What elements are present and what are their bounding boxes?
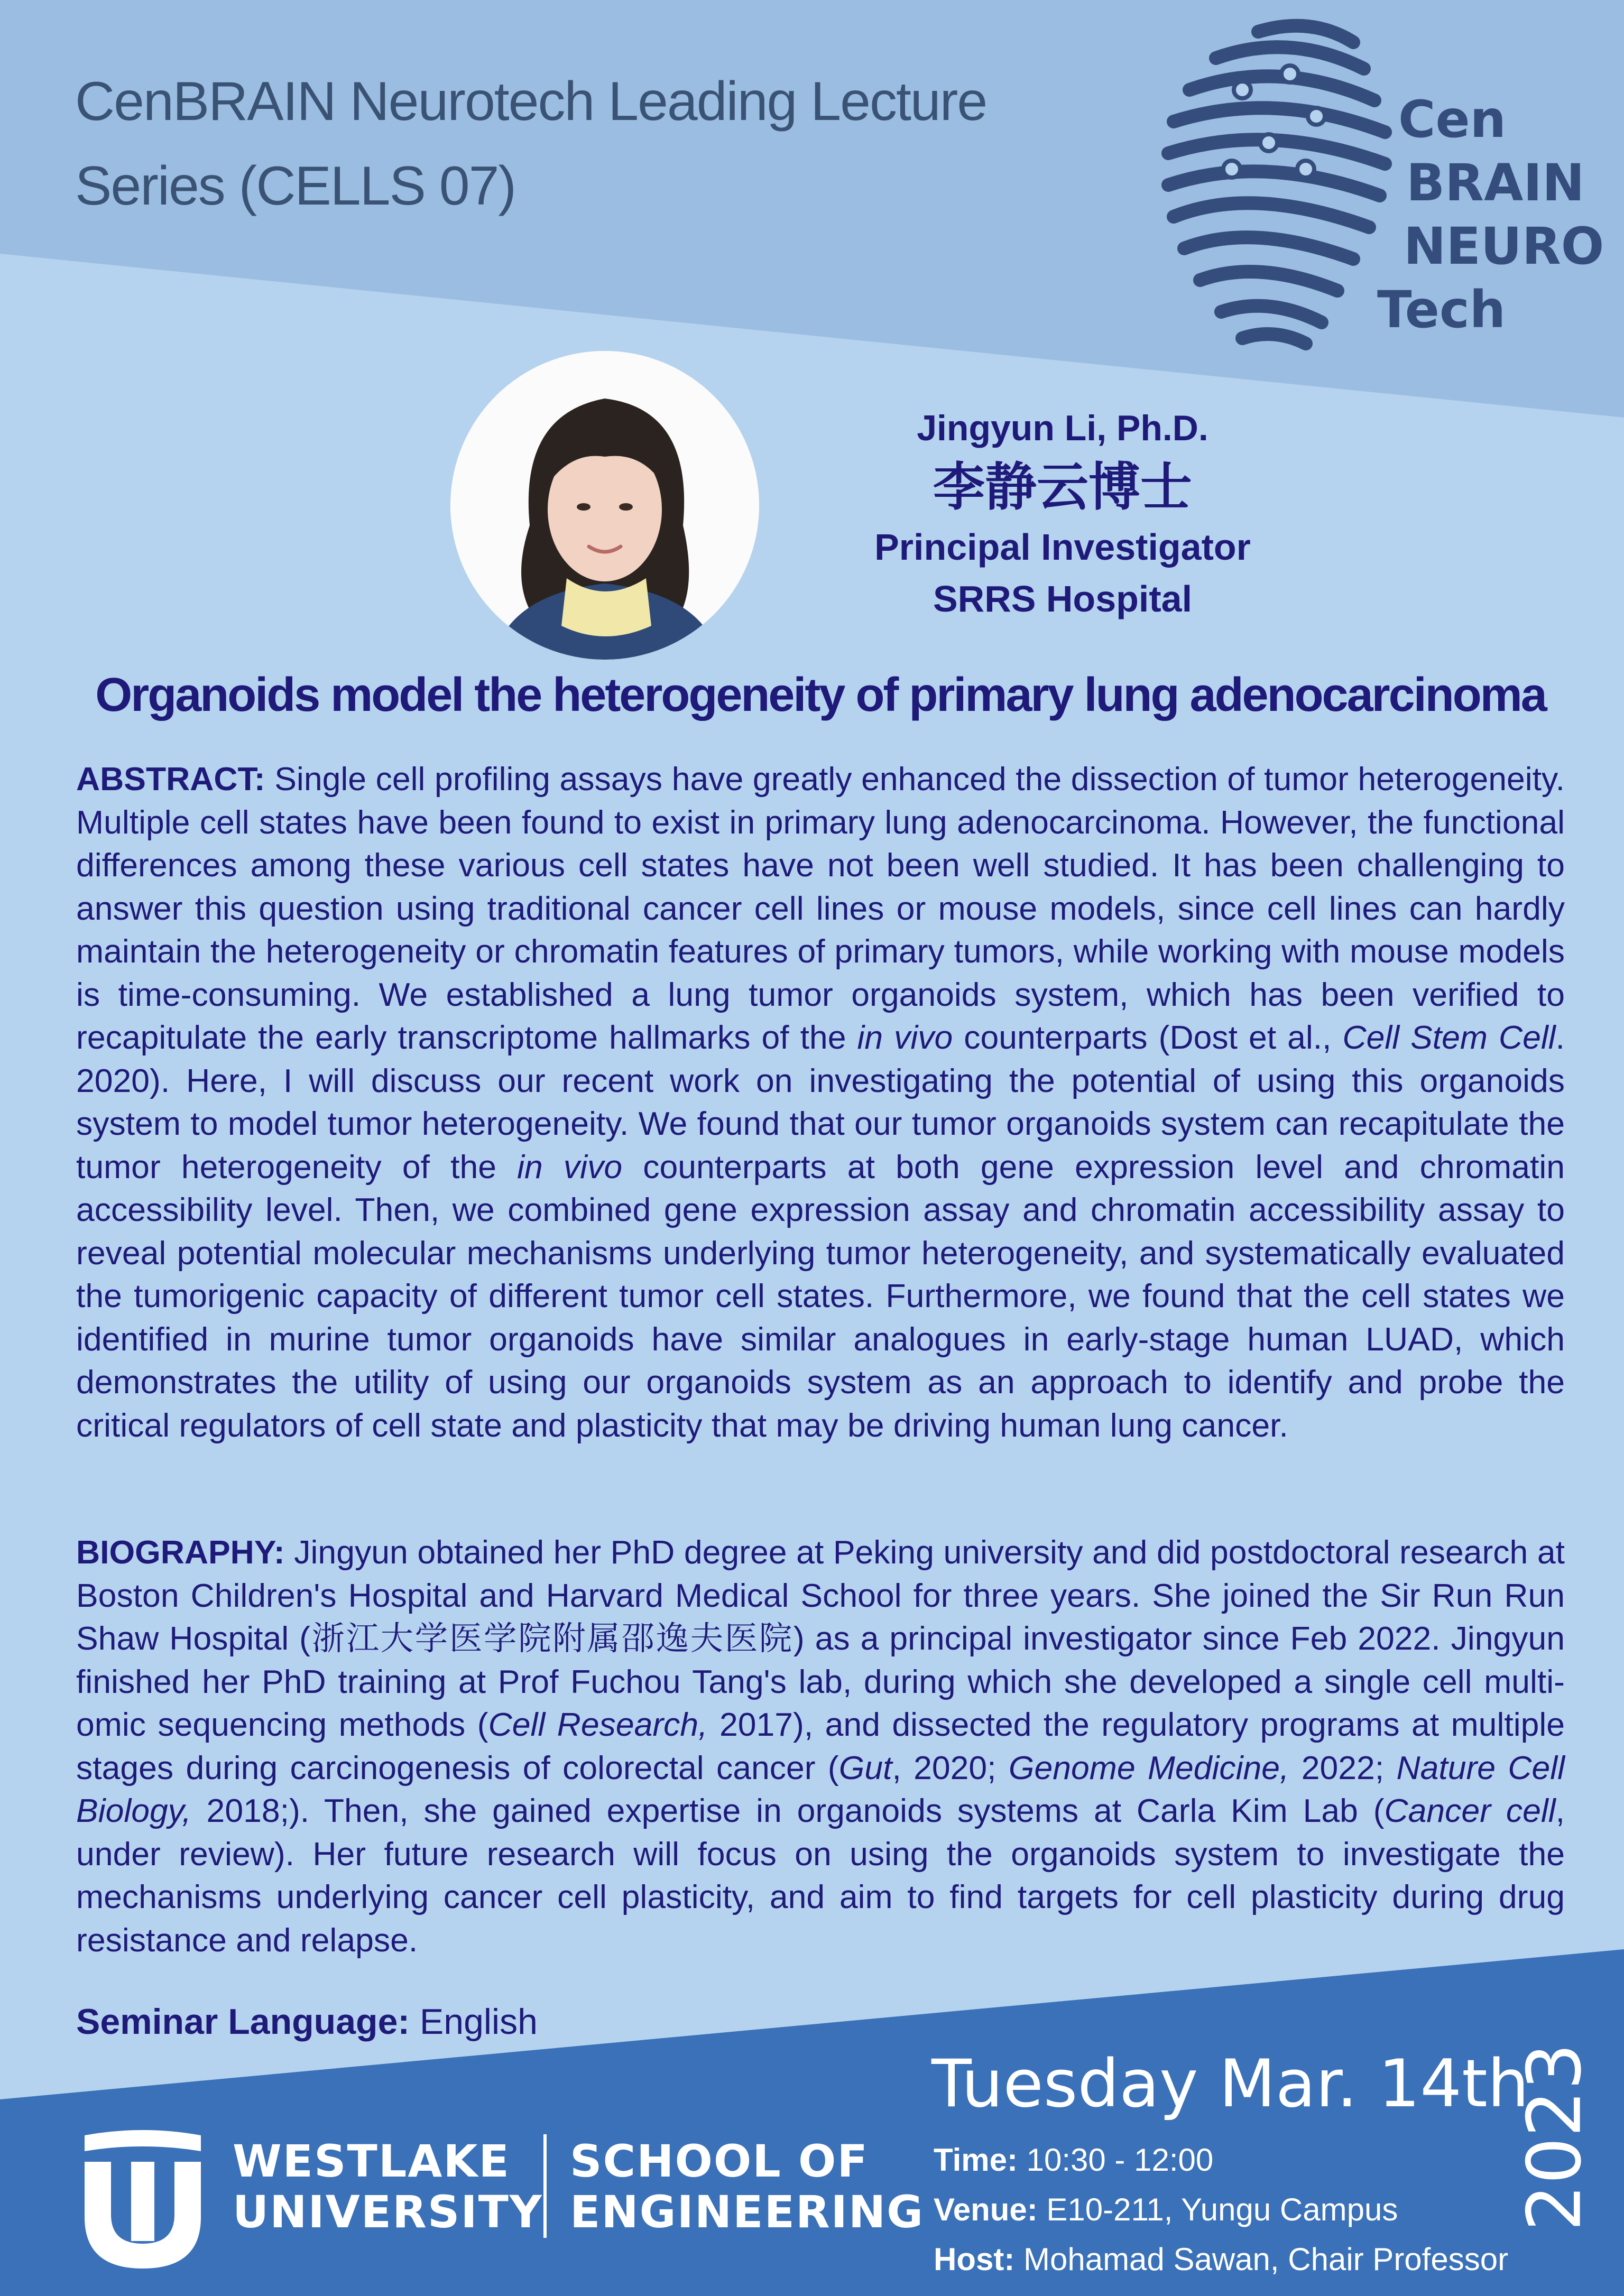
logo-text-brain: BRAIN (1406, 153, 1585, 212)
school-name-line-2: ENGINEERING (570, 2186, 925, 2238)
series-title (75, 59, 1106, 228)
school-name-line-1: SCHOOL OF (570, 2135, 869, 2187)
abstract-paragraph (76, 758, 1565, 1447)
abstract-text: counterparts at both gene expression level and chromatin accessibility level. Then, we combined gene expression assay and chromatin accessibility assay to reveal potential molecular mechanisms underlying tumor heterogeneity, and systematically evaluated the tumorigenic capacity of different tumor cell states. Furthermore, we found that the cell states we identified in murine tumor organoids have similar analogues in early-stage human LUAD, which demonstrates the utility of using our organoids system as an approach to identify and probe the critical regulators of cell state and plasticity that may be driving human lung cancer. (76, 1148, 1565, 1444)
seminar-language-label: Seminar Language: (76, 2002, 410, 2042)
series-title-line-1: CenBRAIN Neurotech Leading Lecture (75, 71, 987, 132)
seminar-language (76, 1998, 538, 2045)
biography-label: BIOGRAPHY: (76, 1534, 285, 1571)
biography-text: Jingyun obtained her PhD degree at Peking university and did postdoctoral research at Boston Children's Hospital and Harvard Medical School for three years. She joined the Sir Run Run Shaw Hospital (浙江大学医学院附属邵逸夫医院) as a principal investigator since Feb 2022. Jingyun finished her PhD training at Prof Fuchou Tang's lab, during which she developed a single cell multi-omic sequencing methods ( (76, 1534, 1565, 1743)
abstract-label: ABSTRACT: (76, 761, 265, 798)
biography-text: , under review). Her future research will focus on using the organoids system to investigate the mechanisms underlying cancer cell plasticity, and aim to find targets for cell plasticity during drug resistance and relapse. (76, 1792, 1565, 1959)
abstract-text: Single cell profiling assays have greatly enhanced the dissection of tumor heterogeneity. Multiple cell states have been found to exist in primary lung adenocarcinoma. However, the functional differences among these various cell states have not been well studied. It has been challenging to answer this question using traditional cancer cell lines or mouse models, since cell lines can hardly maintain the heterogeneity or chromatin features of primary tumors, while working with mouse models is time-consuming. We established a lung tumor organoids system, which has been verified to recapitulate the early transcriptome hallmarks of the (76, 761, 1565, 1056)
cenbrain-logo (1137, 11, 1602, 354)
abstract-italic: Cell Stem Cell (1342, 1019, 1556, 1056)
biography-paragraph (76, 1531, 1565, 1962)
seminar-language-value: English (410, 2002, 538, 2042)
event-host-label: Host: (934, 2242, 1015, 2277)
event-details (934, 2135, 1568, 2284)
biography-text: 2018;). Then, she gained expertise in organoids systems at Carla Kim Lab ( (191, 1792, 1385, 1829)
head-circuit-icon (1137, 11, 1401, 354)
event-year (1494, 2023, 1616, 2251)
event-host-value: Mohamad Sawan, Chair Professor (1014, 2242, 1509, 2277)
event-venue-value: E10-211, Yungu Campus (1037, 2192, 1398, 2227)
speaker-name: Jingyun Li, Ph.D. (917, 408, 1208, 448)
event-venue-label: Venue: (934, 2192, 1038, 2227)
biography-italic: Gut (838, 1749, 892, 1786)
logo-divider (543, 2134, 547, 2238)
logo-text-cen: Cen (1398, 90, 1506, 149)
speaker-info (793, 403, 1332, 625)
event-date: Tuesday Mar. 14th (931, 2046, 1529, 2122)
speaker-photo (450, 351, 759, 660)
speaker-name-chinese: 李静云博士 (933, 457, 1192, 517)
biography-text: 2017), and dissected the regulatory programs at multiple stages during carcinogenesis of colorectal cancer ( (76, 1706, 1565, 1786)
event-year-text: 2023 (1511, 2042, 1598, 2232)
biography-italic: Cancer cell (1384, 1792, 1556, 1829)
biography-text: 2022; (1289, 1749, 1397, 1786)
event-host (934, 2235, 1568, 2284)
event-time (934, 2135, 1568, 2185)
biography-italic: Nature Cell Biology, (76, 1749, 1565, 1829)
event-time-label: Time: (934, 2142, 1018, 2178)
series-title-line-2: Series (CELLS 07) (75, 155, 516, 217)
logo-text-tech: Tech (1377, 280, 1506, 339)
abstract-italic: in vivo (517, 1148, 623, 1186)
abstract-italic: in vivo (857, 1019, 953, 1056)
speaker-position: Principal Investigator (874, 526, 1251, 568)
university-name-line-2: UNIVERSITY (233, 2186, 543, 2238)
university-name-line-1: WESTLAKE (233, 2135, 510, 2187)
talk-title: Organoids model the heterogeneity of primary lung adenocarcinoma (95, 669, 1546, 721)
biography-text: , 2020; (892, 1749, 1009, 1786)
event-venue (934, 2185, 1568, 2235)
event-time-value: 10:30 - 12:00 (1017, 2142, 1214, 2178)
biography-italic: Cell Research, (488, 1706, 708, 1743)
speaker-portrait (450, 351, 759, 660)
abstract-text: counterparts (Dost et al., (953, 1019, 1343, 1056)
biography-italic: Genome Medicine, (1008, 1749, 1289, 1786)
westlake-university-icon (74, 2130, 211, 2273)
speaker-affiliation: SRRS Hospital (933, 578, 1193, 619)
abstract-text: . 2020). Here, I will discuss our recent work on investigating the potential of using this organoids system to model tumor heterogeneity. We found that our tumor organoids system can recapitulate the tumor heterogeneity of the (76, 1019, 1565, 1186)
westlake-university-logo (74, 2130, 925, 2273)
logo-text-neuro: NEURO (1404, 217, 1604, 276)
